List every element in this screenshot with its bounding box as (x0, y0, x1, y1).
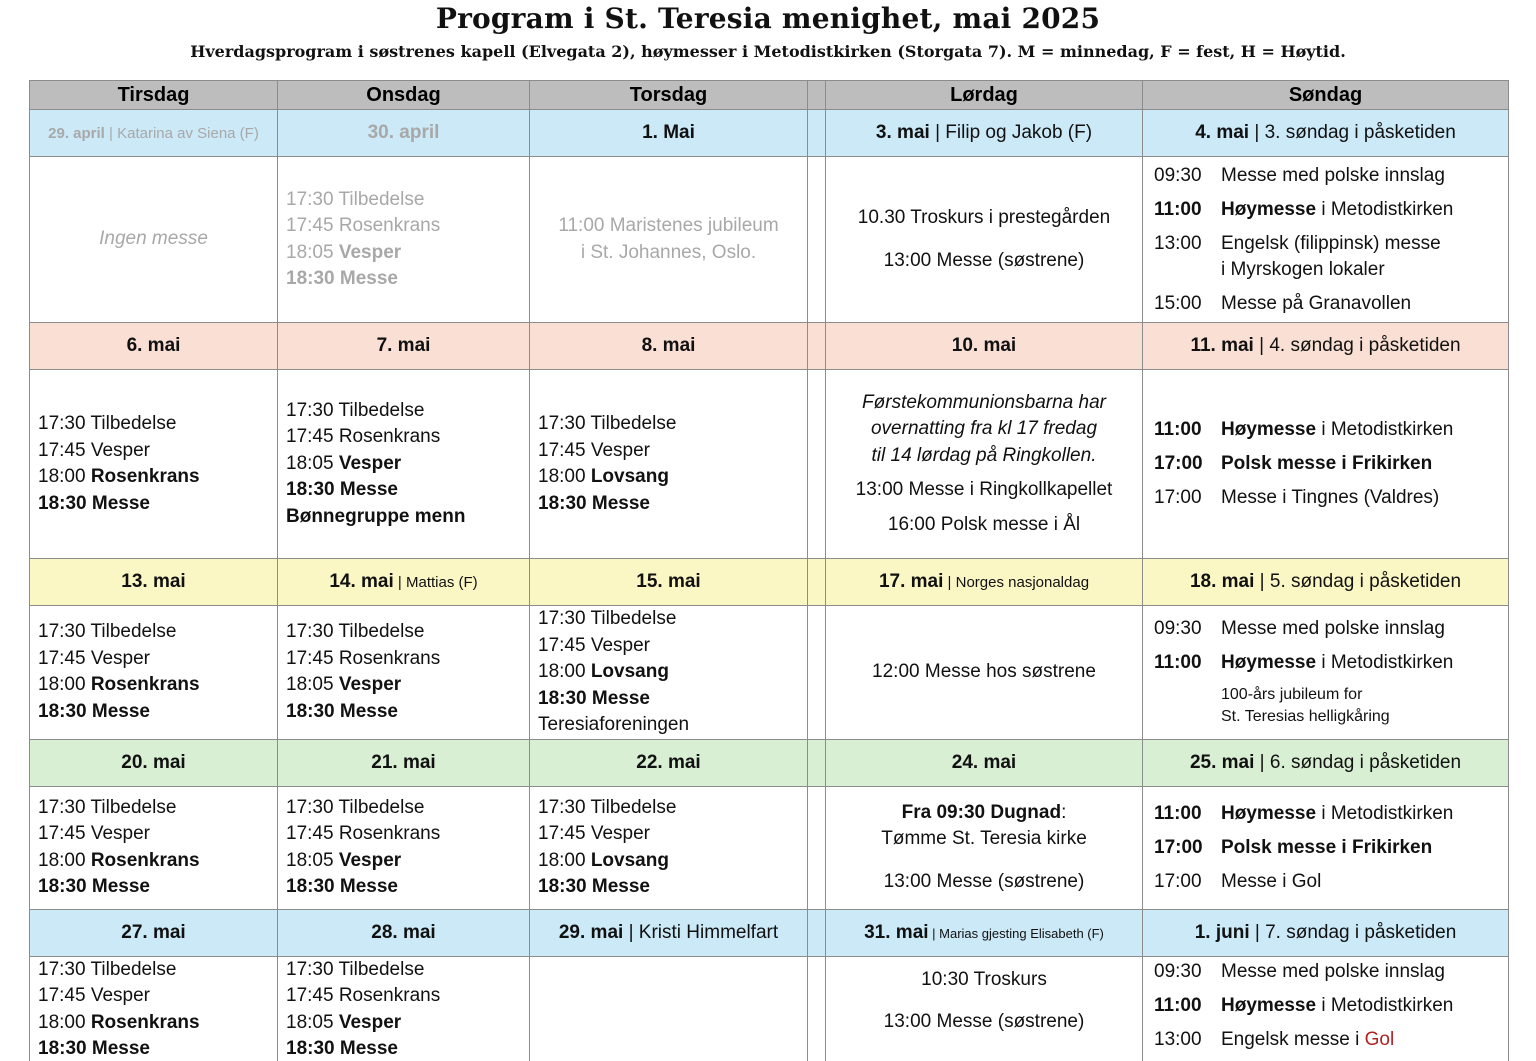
date-cell-10-mai: 10. mai (826, 323, 1143, 370)
program-8-mai: 17:30 Tilbedelse 17:45 Vesper 18:00 Lovsang 18:30 Messe (530, 370, 808, 559)
date-cell-17-mai: 17. mai | Norges nasjonaldag (826, 559, 1143, 606)
program-30-april: 17:30 Tilbedelse 17:45 Rosenkrans 18:05 Vesper 18:30 Messe (278, 157, 530, 323)
program-21-mai: 17:30 Tilbedelse 17:45 Rosenkrans 18:05 Vesper 18:30 Messe (278, 786, 530, 909)
date-cell-6-mai: 6. mai (30, 323, 278, 370)
date-cell-29-april: 29. april | Katarina av Siena (F) (30, 110, 278, 157)
header-onsdag: Onsdag (278, 81, 530, 110)
program-4-mai: 09:30 Messe med polske innslag 11:00 Høymesse i Metodistkirken 13:00 Engelsk (filippinsk) messe i Myrskogen lokaler 15:00 Messe på Granavollen (1143, 157, 1509, 323)
date-cell-21-mai: 21. mai (278, 739, 530, 786)
header-lordag: Lørdag (826, 81, 1143, 110)
date-cell-14-mai: 14. mai | Mattias (F) (278, 559, 530, 606)
week5-body-row (30, 956, 1509, 1061)
program-13-mai: 17:30 Tilbedelse 17:45 Vesper 18:00 Rosenkrans 18:30 Messe (30, 606, 278, 740)
program-10-mai: Førstekommunionsbarna har overnatting fra kl 17 fredag til 14 lørdag på Ringkollen. 13:00 Messe i Ringkollkapellet 16:00 Polsk messe i Ål (826, 370, 1143, 559)
week4-date-row (30, 739, 1509, 786)
program-18-mai: 09:30 Messe med polske innslag 11:00 Høymesse i Metodistkirken 100-års jubileum for St. Teresias helligkåring (1143, 606, 1509, 740)
header-tirsdag: Tirsdag (30, 81, 278, 110)
date-cell-27-mai: 27. mai (30, 909, 278, 956)
program-20-mai: 17:30 Tilbedelse 17:45 Vesper 18:00 Rosenkrans 18:30 Messe (30, 786, 278, 909)
date-cell-8-mai: 8. mai (530, 323, 808, 370)
date-label: 3. mai (875, 122, 930, 143)
program-29-april: Ingen messe (30, 157, 278, 323)
header-sondag: Søndag (1143, 81, 1509, 110)
date-cell-28-mai: 28. mai (278, 909, 530, 956)
header-gap (808, 81, 826, 110)
week4-body-row (30, 786, 1509, 909)
program-6-mai: 17:30 Tilbedelse 17:45 Vesper 18:00 Rosenkrans 18:30 Messe (30, 370, 278, 559)
program-28-mai: 17:30 Tilbedelse 17:45 Rosenkrans 18:05 Vesper 18:30 Messe (278, 956, 530, 1061)
date-cell-18-mai: 18. mai | 5. søndag i påsketiden (1143, 559, 1509, 606)
week1-date-row (30, 110, 1509, 157)
date-cell-4-mai: 4. mai | 3. søndag i påsketiden (1143, 110, 1509, 157)
date-cell-30-april (278, 110, 530, 157)
program-29-mai (530, 956, 808, 1061)
program-14-mai: 17:30 Tilbedelse 17:45 Rosenkrans 18:05 Vesper 18:30 Messe (278, 606, 530, 740)
weekday-header-row (30, 81, 1509, 110)
program-3-mai: 10.30 Troskurs i prestegården 13:00 Messe (søstrene) (826, 157, 1143, 323)
week1-body-row (30, 157, 1509, 323)
feast-note: Katarina av Siena (F) (117, 125, 259, 142)
page-title: Program i St. Teresia menighet, mai 2025 (435, 2, 1101, 35)
date-cell-3-mai: 3. mai | Filip og Jakob (F) (826, 110, 1143, 157)
calendar-table (29, 80, 1509, 1061)
week5-date-row (30, 909, 1509, 956)
date-cell-7-mai: 7. mai (278, 323, 530, 370)
feast-note: Filip og Jakob (F) (945, 122, 1093, 143)
date-label: 29. april (48, 125, 105, 142)
header-torsdag: Torsdag (530, 81, 808, 110)
program-22-mai: 17:30 Tilbedelse 17:45 Vesper 18:00 Lovsang 18:30 Messe (530, 786, 808, 909)
program-11-mai: 11:00 Høymesse i Metodistkirken 17:00 Polsk messe i Frikirken 17:00 Messe i Tingnes (Valdres) (1143, 370, 1509, 559)
date-cell-15-mai: 15. mai (530, 559, 808, 606)
date-cell-31-mai: 31. mai | Marias gjesting Elisabeth (F) (826, 909, 1143, 956)
program-1-mai: 11:00 Maristenes jubileum i St. Johannes, Oslo. (530, 157, 808, 323)
date-cell-13-mai: 13. mai (30, 559, 278, 606)
date-cell-20-mai: 20. mai (30, 739, 278, 786)
date-cell-29-mai: 29. mai | Kristi Himmelfart (530, 909, 808, 956)
week3-body-row (30, 606, 1509, 740)
sunday-note: 3. søndag i påsketiden (1264, 122, 1456, 143)
date-cell-1-juni: 1. juni | 7. søndag i påsketiden (1143, 909, 1509, 956)
date-cell-25-mai: 25. mai | 6. søndag i påsketiden (1143, 739, 1509, 786)
week3-date-row (30, 559, 1509, 606)
date-label: 1. Mai (642, 122, 695, 143)
date-label: 30. april (367, 122, 440, 143)
date-label: 4. mai (1195, 122, 1250, 143)
program-15-mai: 17:30 Tilbedelse 17:45 Vesper 18:00 Lovsang 18:30 Messe Teresiaforeningen (530, 606, 808, 740)
date-cell-11-mai: 11. mai | 4. søndag i påsketiden (1143, 323, 1509, 370)
week2-body-row (30, 370, 1509, 559)
date-cell-1-mai (530, 110, 808, 157)
program-24-mai: Fra 09:30 Dugnad: Tømme St. Teresia kirke 13:00 Messe (søstrene) (826, 786, 1143, 909)
date-cell-24-mai: 24. mai (826, 739, 1143, 786)
program-27-mai: 17:30 Tilbedelse 17:45 Vesper 18:00 Rosenkrans 18:30 Messe (30, 956, 278, 1061)
program-25-mai: 11:00 Høymesse i Metodistkirken 17:00 Polsk messe i Frikirken 17:00 Messe i Gol (1143, 786, 1509, 909)
program-17-mai: 12:00 Messe hos søstrene (826, 606, 1143, 740)
date-cell-22-mai: 22. mai (530, 739, 808, 786)
program-7-mai: 17:30 Tilbedelse 17:45 Rosenkrans 18:05 Vesper 18:30 Messe Bønnegruppe menn (278, 370, 530, 559)
program-31-mai: 10:30 Troskurs 13:00 Messe (søstrene) (826, 956, 1143, 1061)
week2-date-row (30, 323, 1509, 370)
program-1-juni: 09:30 Messe med polske innslag 11:00 Høymesse i Metodistkirken 13:00 Engelsk messe i Gol (1143, 956, 1509, 1061)
page-subtitle: Hverdagsprogram i søstrenes kapell (Elvegata 2), høymesser i Metodistkirken (Storgata 7). M = minnedag, F = fest, H = Høytid. (190, 42, 1346, 61)
